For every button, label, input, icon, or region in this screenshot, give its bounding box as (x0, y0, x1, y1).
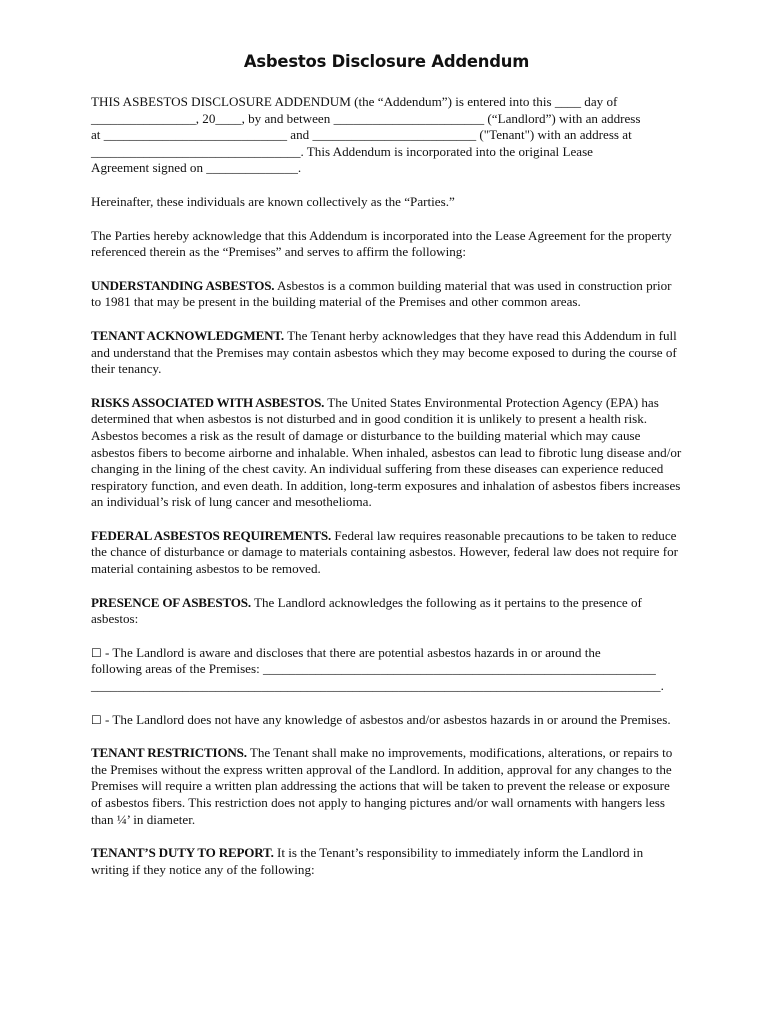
intro-line: Agreement signed on ______________. (91, 160, 302, 176)
section-risks (91, 395, 682, 511)
section-restrictions (91, 745, 682, 828)
section-body: Asbestos is a common building material that was used in construction prior to 1981 that may be present in the building material of the Premises and other common areas. (91, 277, 672, 310)
intro-paragraph (91, 94, 682, 177)
checkbox-icon[interactable]: ☐ (91, 645, 102, 660)
section-duty-to-report (91, 845, 682, 878)
option-text: - The Landlord does not have any knowledge of asbestos and/or asbestos hazards in or around the Premises. (101, 711, 671, 727)
intro-line: ________________, 20____, by and between _______________________ (“Landlord”) with an address (91, 110, 641, 126)
intro-line: THIS ASBESTOS DISCLOSURE ADDENDUM (the “Addendum”) is entered into this ____ day of (91, 94, 618, 109)
section-understanding (91, 278, 682, 311)
section-body: The Landlord acknowledges the following as it pertains to the presence of asbestos: (91, 594, 642, 627)
section-federal (91, 528, 682, 578)
section-heading: TENANT’S DUTY TO REPORT. (91, 845, 274, 861)
section-body: The Tenant shall make no improvements, modifications, alterations, or repairs to the Premises without the express written approval of the Landlord. In addition, approval for any changes to the Premises will require a written plan addressing the actions that will be taken to prevent the release or exposure of asbestos fibers. This restriction does not apply to hanging pictures and/or wall ornaments with hangers less than ¼’ in diameter. (91, 745, 673, 827)
section-heading: PRESENCE OF ASBESTOS. (91, 594, 251, 610)
option-aware (91, 645, 682, 695)
acknowledge-paragraph: The Parties hereby acknowledge that this Addendum is incorporated into the Lease Agreement for the property referenced therein as the “Premises” and serves to affirm the following: (91, 227, 672, 260)
document-title: Asbestos Disclosure Addendum (243, 52, 530, 71)
option-text: - The Landlord is aware and discloses that there are potential asbestos hazards in or around the (101, 644, 601, 660)
section-body: The United States Environmental Protection Agency (EPA) has determined that when asbestos is not disturbed and in good condition it is unlikely to present a health risk. Asbestos becomes a risk as the result of damage or disturbance to the building material which may cause asbestos fibers to become airborne and inhalable. When inhaled, asbestos can lead to fibrotic lung disease and/or changing in the lining of the chest cavity. An individual suffering from these diseases can experience reduced respiratory function, and even death. In addition, long-term exposures and inhalation of asbestos fibers increases an individual’s risk of lung cancer and mesothelioma. (91, 394, 682, 510)
checkbox-icon[interactable]: ☐ (91, 712, 102, 727)
option-text: _______________________________________________________________________________________. (91, 678, 664, 694)
section-heading: FEDERAL ASBESTOS REQUIREMENTS. (91, 527, 332, 543)
section-heading: UNDERSTANDING ASBESTOS. (91, 277, 275, 293)
parties-paragraph: Hereinafter, these individuals are known collectively as the “Parties.” (91, 193, 455, 209)
option-text: following areas of the Premises: ____________________________________________________________ (91, 661, 656, 677)
section-heading: TENANT ACKNOWLEDGMENT. (91, 327, 285, 343)
intro-line: at ____________________________ and _________________________ ("Tenant") with an address at (91, 127, 632, 143)
section-heading: RISKS ASSOCIATED WITH ASBESTOS. (91, 394, 325, 410)
option-not-aware (91, 712, 682, 729)
section-heading: TENANT RESTRICTIONS. (91, 745, 247, 761)
section-presence (91, 595, 682, 628)
intro-line: ________________________________. This Addendum is incorporated into the original Lease (91, 143, 593, 159)
section-tenant-acknowledgment (91, 328, 682, 378)
section-body: It is the Tenant’s responsibility to immediately inform the Landlord in writing if they notice any of the following: (91, 845, 644, 877)
section-body: The Tenant herby acknowledges that they have read this Addendum in full and understand that the Premises may contain asbestos which they may become exposed to during the course of their tenancy. (91, 327, 677, 377)
section-body: Federal law requires reasonable precautions to be taken to reduce the chance of disturbance or damage to materials containing asbestos. However, federal law does not require for material containing asbestos to be removed. (91, 527, 679, 577)
